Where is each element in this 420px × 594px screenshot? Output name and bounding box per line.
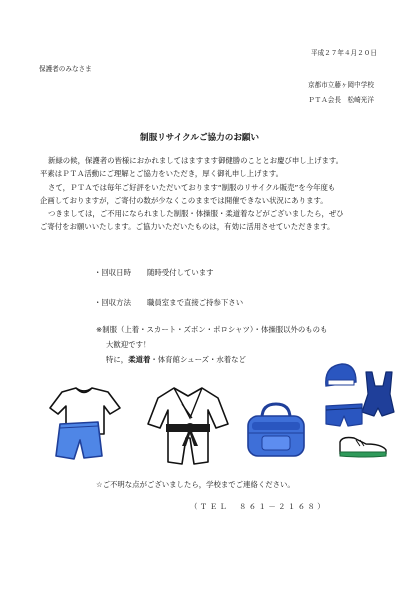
note-line-3-suffix: ・体育館シューズ・水着など bbox=[150, 355, 246, 364]
collection-method-label: ・回収方法 bbox=[94, 298, 131, 307]
telephone-number: （ＴＥＬ ８６１－２１６８） bbox=[190, 502, 328, 511]
recipient: 保護者のみなさま bbox=[39, 65, 92, 73]
collection-method-value: 職員室まで直接ご持参下さい bbox=[147, 298, 244, 307]
body-line: さて，ＰＴＡでは毎年ご好評をいただいております“制服のリサイクル販売”を今年度も bbox=[48, 182, 336, 192]
sports-bag-icon bbox=[244, 400, 308, 462]
note-highlight-judo: 柔道着 bbox=[128, 355, 151, 364]
body-line: 企画しておりますが，ご寄付の数が少なくこのままでは開催できない状況にあります。 bbox=[40, 195, 328, 205]
note-line-3-prefix: 特に， bbox=[106, 355, 129, 364]
letter-body bbox=[40, 154, 390, 234]
note-line-3 bbox=[106, 355, 246, 365]
body-line: ご寄付をお願いいたします。ご協力いただいたものは，有効に活用させていただきます。 bbox=[40, 222, 335, 232]
body-line: 新緑の候，保護者の皆様におかれましてはますます御健勝のこととお慶び申し上げます。 bbox=[48, 156, 344, 165]
collection-date-value: 随時受付しています bbox=[147, 268, 214, 277]
sender-name: ＰＴＡ会長 松崎光洋 bbox=[308, 96, 374, 104]
body-line: 平素はＰＴＡ活動にご理解とご協力をいただき，厚く御礼申し上げます。 bbox=[40, 169, 284, 179]
collection-date-label: ・回収日時 bbox=[94, 268, 131, 277]
letter-title: 制服リサイクルご協力のお願い bbox=[140, 133, 260, 143]
indoor-shoes-icon bbox=[336, 434, 390, 460]
note-line-1: ※制服（上着・スカート・ズボン・ポロシャツ）・体操服以外のものも bbox=[96, 325, 328, 334]
letter-date: 平成２７年４月２０日 bbox=[311, 49, 377, 57]
sender-school: 京都市立藤ヶ岡中学校 bbox=[308, 81, 374, 89]
gym-clothes-icon bbox=[40, 382, 132, 462]
note-line-2: 大歓迎です！ bbox=[106, 340, 151, 349]
contact-note: ☆ご不明な点がございましたら，学校までご連絡ください。 bbox=[96, 480, 295, 489]
body-line: つきましては，ご不用になられました制服・体操服・柔道着などがございましたら，ぜひ bbox=[48, 209, 344, 219]
judo-uniform-icon bbox=[146, 384, 230, 470]
